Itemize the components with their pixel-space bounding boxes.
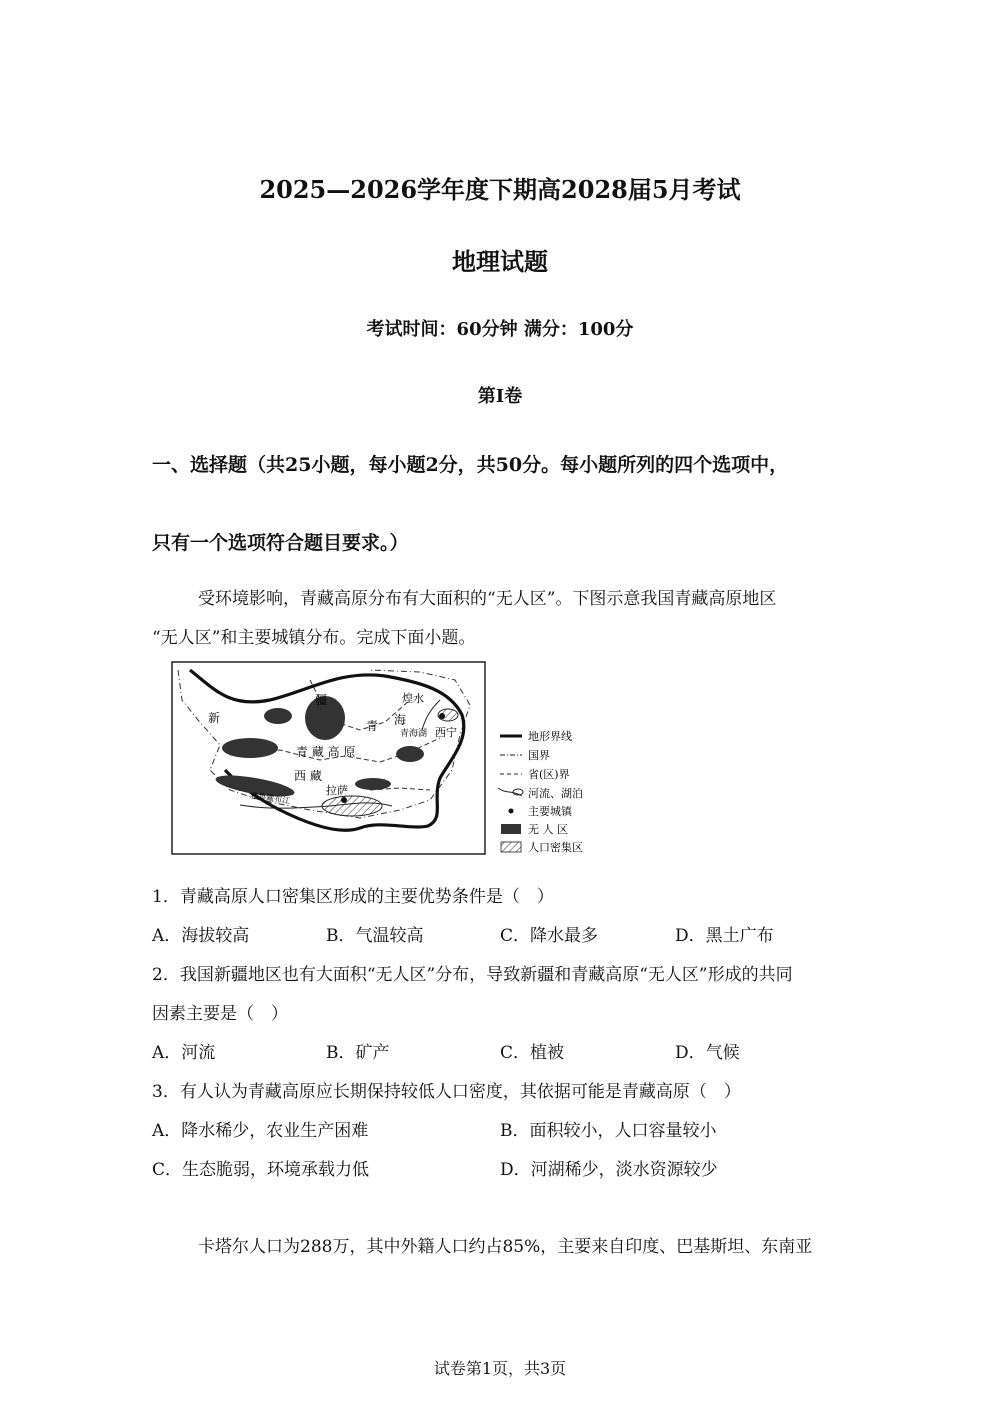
question-2-stem-line2: 因素主要是（ ） — [152, 1004, 288, 1024]
legend-label: 主要城镇 — [528, 805, 572, 818]
legend-symbol-city — [509, 809, 514, 814]
legend-label: 河流、湖泊 — [528, 787, 583, 800]
question-1-option-d[interactable]: D．黑土广布 — [675, 926, 774, 946]
legend-label: 地形界线 — [528, 730, 572, 743]
map-legend — [498, 729, 583, 854]
question-1-option-c[interactable]: C．降水最多 — [500, 926, 599, 946]
legend-label: 人口密集区 — [528, 841, 583, 854]
page-footer: 试卷第1页，共3页 — [433, 1359, 567, 1378]
legend-label: 国界 — [528, 749, 550, 762]
question-1-option-a[interactable]: A．海拔较高 — [152, 926, 250, 946]
city-lasa-dot — [341, 797, 347, 803]
subject-title: 地理试题 — [452, 247, 548, 276]
map-label-hai: 海 — [394, 713, 407, 727]
question-3-stem: 3．有人认为青藏高原应长期保持较低人口密度，其依据可能是青藏高原（ ） — [152, 1082, 741, 1102]
no-man-zone — [396, 746, 424, 762]
city-xining-dot — [439, 713, 445, 719]
question-1-option-b[interactable]: B．气温较高 — [326, 926, 424, 946]
tibet-plateau-map — [170, 660, 610, 860]
question-2-option-c[interactable]: C．植被 — [500, 1043, 565, 1063]
no-man-zone — [355, 778, 391, 790]
map-label-huangshui: 煌水 — [402, 692, 424, 705]
question-3-option-a[interactable]: A．降水稀少，农业生产困难 — [152, 1121, 369, 1141]
section-heading-line1: 一、选择题（共25小题，每小题2分，共50分。每小题所列的四个选项中， — [152, 454, 789, 476]
map-label-lasa: 拉萨 — [326, 784, 348, 797]
question-1-stem: 1．青藏高原人口密集区形成的主要优势条件是（ ） — [152, 887, 554, 907]
question-2-option-b[interactable]: B．矿产 — [326, 1043, 390, 1063]
question-2-option-d[interactable]: D．气候 — [675, 1043, 740, 1063]
exam-title: 2025—2026学年度下期高2028届5月考试 — [259, 175, 741, 204]
map-label-yalu: 雅鲁藏布江 — [249, 791, 291, 806]
passage2-line1: 卡塔尔人口为288万，其中外籍人口约占85%，主要来自印度、巴基斯坦、东南亚 — [198, 1237, 813, 1257]
question-3-option-d[interactable]: D．河湖稀少，淡水资源较少 — [500, 1160, 718, 1180]
passage1-line1: 受环境影响，青藏高原分布有大面积的“无人区”。下图示意我国青藏高原地区 — [198, 589, 777, 609]
passage1-line2: “无人区”和主要城镇分布。完成下面小题。 — [152, 628, 476, 648]
map-label-qingzang: 青 藏 高 原 — [296, 745, 356, 759]
map-label-jiang: 疆 — [315, 693, 328, 707]
question-2-option-a[interactable]: A．河流 — [152, 1043, 216, 1063]
question-3-option-b[interactable]: B．面积较小，人口容量较小 — [500, 1121, 717, 1141]
legend-label: 省(区)界 — [528, 768, 570, 781]
question-2-stem-line1: 2．我国新疆地区也有大面积“无人区”分布，导致新疆和青藏高原“无人区”形成的共同 — [152, 965, 793, 985]
volume-label: 第I卷 — [477, 386, 523, 407]
map-label-xining: 西宁 — [435, 726, 457, 739]
no-man-zone — [222, 738, 278, 758]
map-label-qing: 青 — [366, 719, 379, 733]
no-man-zone — [264, 708, 292, 724]
legend-symbol-no-man — [501, 824, 521, 834]
legend-symbol-dense — [501, 842, 521, 852]
section-heading-line2: 只有一个选项符合题目要求。） — [152, 532, 409, 554]
question-3-option-c[interactable]: C．生态脆弱，环境承载力低 — [152, 1160, 370, 1180]
map-label-qinghaihu: 青海湖 — [400, 729, 428, 739]
exam-info: 考试时间：60分钟 满分：100分 — [366, 319, 634, 340]
map-label-xin: 新 — [208, 711, 221, 725]
legend-label: 无 人 区 — [528, 823, 568, 836]
map-label-xizang: 西 藏 — [294, 769, 322, 783]
